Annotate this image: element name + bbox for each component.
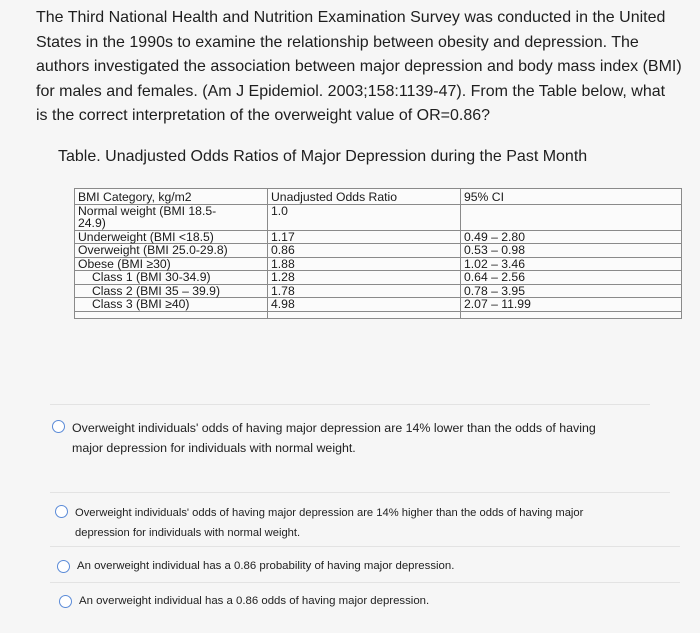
divider [50,404,650,405]
table-row [75,298,682,312]
answer-option-d[interactable] [59,593,679,609]
table-row [75,284,682,298]
category-normal-line2: 24.9) [78,216,106,230]
table-title: Table. Unadjusted Odds Ratios of Major Depression during the Past Month [58,148,588,165]
cell-category [75,204,268,230]
answer-option-c[interactable] [57,558,677,574]
spacer-cell [461,311,682,318]
header-bmi-category: BMI Category, kg/m2 [75,189,268,205]
cell-odds-ratio: 1.88 [268,257,461,271]
question-line: States in the 1990s to examine the relationship between obesity and depression. The [36,33,639,51]
cell-category [75,298,268,312]
divider [50,492,670,493]
cell-category [75,284,268,298]
category-normal-line1: Normal weight (BMI 18.5- [78,203,217,218]
cell-odds-ratio: 1.28 [268,271,461,285]
radio-button-icon[interactable] [57,560,70,573]
question-line: is the correct interpretation of the overweight value of OR=0.86? [36,107,491,125]
option-text [72,418,596,458]
table-header-row [75,189,682,205]
category-class-label: Class 2 (BMI 35 – 39.9) [92,283,221,298]
table-row [75,230,682,244]
cell-ci: 1.02 – 3.46 [461,257,682,271]
question-line: The Third National Health and Nutrition Examination Survey was conducted in the United [36,9,666,26]
radio-button-icon[interactable] [55,505,68,518]
divider [50,582,680,583]
table-row [75,204,682,230]
question-text [36,6,686,129]
table-row [75,257,682,271]
answer-option-a[interactable] [52,418,672,458]
option-line: An overweight individual has a 0.86 probability of having major depression. [77,560,455,572]
question-line: authors investigated the association between major depression and body mass index (BMI) [36,58,682,76]
radio-button-icon[interactable] [59,595,72,608]
cell-odds-ratio: 1.78 [268,284,461,298]
cell-ci: 2.07 – 11.99 [461,298,682,312]
cell-ci [461,204,682,230]
question-line: for males and females. (Am J Epidemiol. 2003;158:1139-47). From the Table below, what [36,82,666,100]
cell-odds-ratio: 1.17 [268,230,461,244]
spacer-cell [75,311,268,318]
option-line: depression for individuals with normal weight. [75,527,301,539]
cell-ci: 0.78 – 3.95 [461,284,682,298]
answer-option-b[interactable] [55,503,685,543]
cell-category: Overweight (BMI 25.0-29.8) [75,244,268,258]
cell-odds-ratio: 1.0 [268,204,461,230]
spacer-cell [268,311,461,318]
header-ci: 95% CI [461,189,682,205]
category-class-label: Class 3 (BMI ≥40) [92,297,190,311]
divider [50,546,680,547]
radio-button-icon[interactable] [52,420,65,433]
cell-category: Obese (BMI ≥30) [75,257,268,271]
header-odds-ratio: Unadjusted Odds Ratio [268,189,461,205]
cell-ci: 0.53 – 0.98 [461,244,682,258]
cell-ci: 0.49 – 2.80 [461,230,682,244]
cell-ci: 0.64 – 2.56 [461,271,682,285]
option-line: Overweight individuals' odds of having major depression are 14% higher than the odds of having major [75,507,584,519]
option-line: An overweight individual has a 0.86 odds of having major depression. [79,595,430,607]
cell-odds-ratio: 4.98 [268,298,461,312]
table-spacer-row [75,311,682,318]
category-class-label: Class 1 (BMI 30-34.9) [92,270,211,284]
odds-ratio-table [74,188,682,319]
table-row [75,244,682,258]
option-text [75,503,583,543]
cell-odds-ratio: 0.86 [268,244,461,258]
cell-category: Underweight (BMI <18.5) [75,230,268,244]
option-line: major depression for individuals with normal weight. [72,441,356,455]
cell-category [75,271,268,285]
table-row [75,271,682,285]
option-line: Overweight individuals' odds of having major depression are 14% lower than the odds of having [72,421,596,435]
